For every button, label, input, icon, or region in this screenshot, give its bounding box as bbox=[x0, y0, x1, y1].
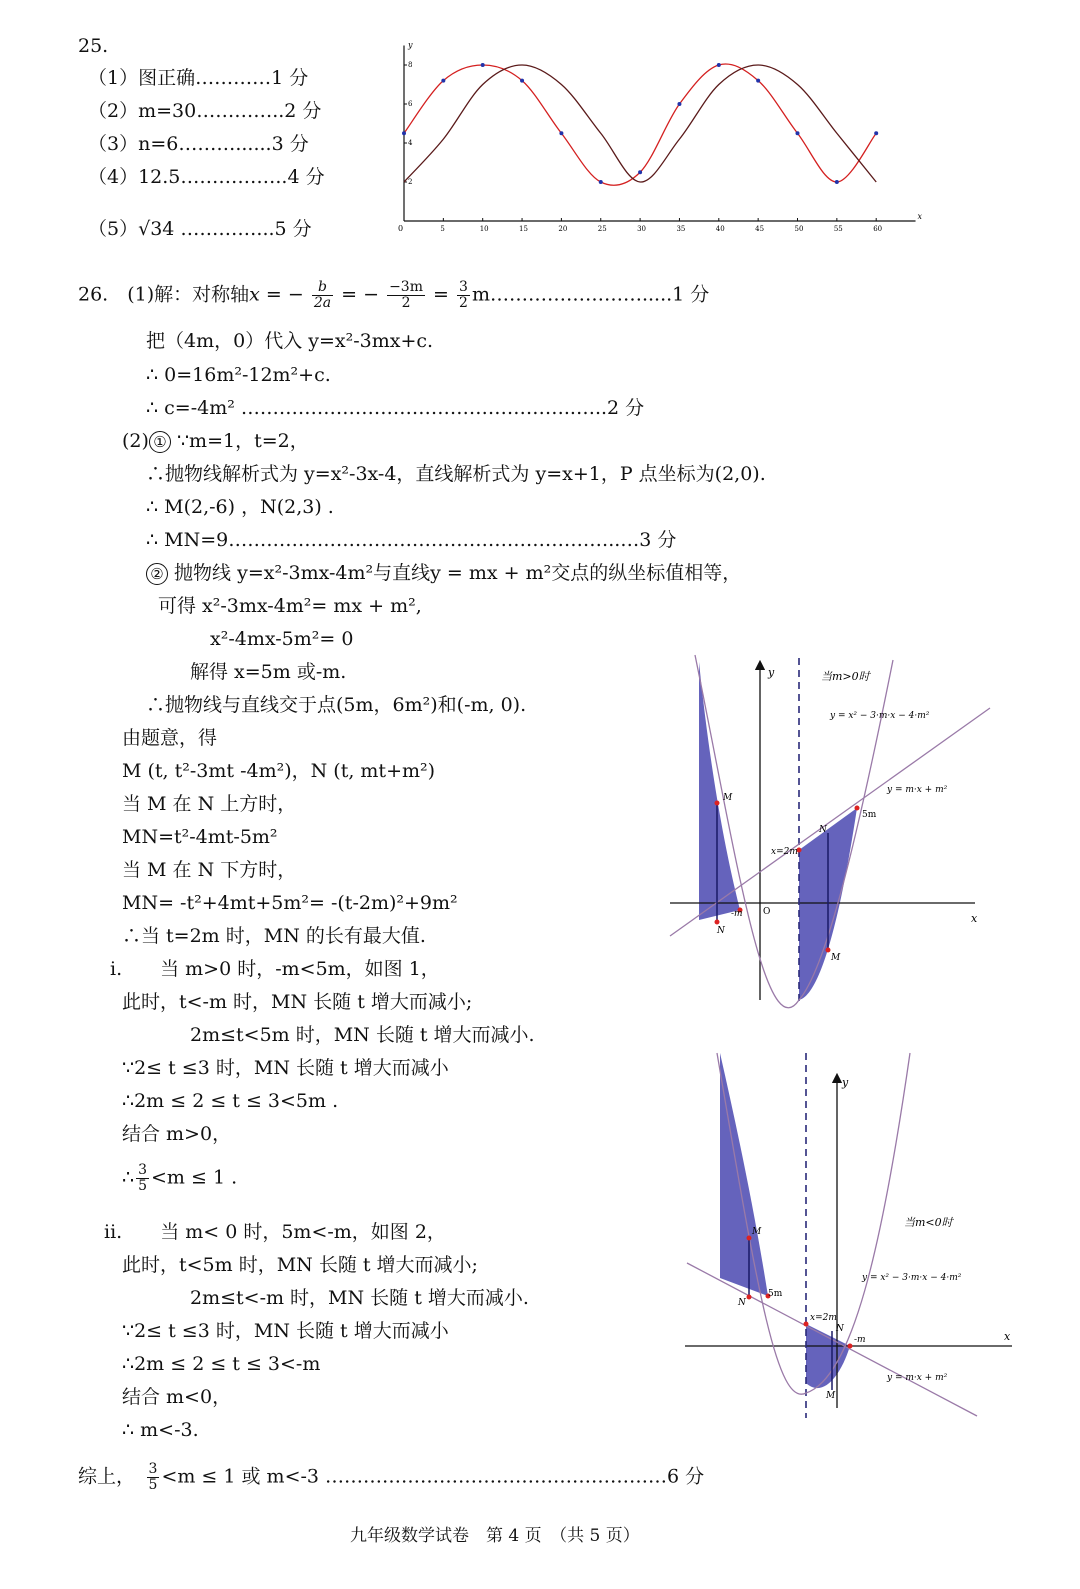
chart25-point-red bbox=[796, 131, 800, 135]
chart25-x-tick-label: 35 bbox=[676, 225, 686, 233]
q26-l8-text: 抛物线 y=x²-3mx-4m²与直线y = mx + m²交点的纵坐标值相等， bbox=[174, 562, 742, 584]
q26-l18: MN= -t²+4mt+5m²= -(t-2m)²+9m² bbox=[122, 892, 458, 914]
conclusion-label: 综上， bbox=[78, 1465, 126, 1488]
q26-l15: 当 M 在 N 上方时， bbox=[122, 793, 297, 815]
chart25-y-label: y bbox=[408, 40, 413, 50]
frac-3-den: 2 bbox=[459, 295, 468, 311]
fig1-point-m2 bbox=[826, 948, 831, 953]
frac-3m-den: 2 bbox=[401, 295, 411, 311]
frac-3-5-a bbox=[136, 1163, 149, 1194]
q26-score-1: m…………………….....1 分 bbox=[471, 283, 710, 306]
frac-3m-2 bbox=[387, 280, 425, 311]
q26-l32: 结合 m<0， bbox=[122, 1386, 232, 1408]
q25-chart bbox=[392, 26, 922, 236]
q25-item-4: （4）12.5……………..4 分 bbox=[88, 166, 325, 188]
fig1-origin: O bbox=[763, 907, 771, 917]
q26-l24: ∴2m ≤ 2 ≤ t ≤ 3<5m . bbox=[122, 1090, 339, 1112]
chart25-y-tick-label: 2 bbox=[408, 178, 413, 186]
chart25-x-tick-label: 25 bbox=[597, 225, 607, 233]
fig2-y-label: y bbox=[842, 1076, 849, 1089]
q26-l26-text: <m ≤ 1 . bbox=[151, 1166, 238, 1189]
chart25-point-red bbox=[638, 170, 642, 174]
chart25-x-tick-label: 40 bbox=[715, 225, 725, 233]
q26-l25: 结合 m>0， bbox=[122, 1123, 232, 1145]
chart25-x-tick-label: 60 bbox=[873, 225, 883, 233]
frac-3-num: 3 bbox=[459, 279, 468, 295]
frac-b-num: b bbox=[312, 280, 333, 296]
fig2-label-5m: 5m bbox=[768, 1289, 783, 1299]
fig2-title: 当m<0时 bbox=[904, 1216, 953, 1229]
page-footer: 九年级数学试卷 第 4 页 （共 5 页） bbox=[350, 1526, 640, 1546]
circle-2: ② bbox=[146, 563, 168, 585]
fig1-shade-left bbox=[699, 662, 740, 920]
q26-l8 bbox=[146, 561, 741, 585]
q25-item-1: （1）图正确…………1 分 bbox=[88, 67, 309, 89]
fig2-label-negm: -m bbox=[854, 1335, 866, 1345]
q26-l7: ∴ MN=9……………………………………………………..…3 分 bbox=[146, 529, 677, 551]
q26-conclusion bbox=[78, 1462, 704, 1493]
fig1-x-label: x bbox=[971, 912, 978, 925]
chart25-point-red bbox=[717, 63, 721, 67]
fig2-point-n1 bbox=[747, 1295, 752, 1300]
q26-l27: ii. 当 m< 0 时，5m<-m，如图 2， bbox=[104, 1221, 446, 1243]
circle-1: ① bbox=[149, 431, 171, 453]
q26-sym-eq: x = − bbox=[249, 283, 304, 306]
q26-l12: ∴抛物线与直线交于点(5m，6m²)和(-m, 0). bbox=[146, 694, 527, 716]
fig2-label-n1: N bbox=[738, 1298, 746, 1308]
chart25-point-red bbox=[756, 79, 760, 83]
chart25-y-tick-label: 8 bbox=[408, 61, 413, 69]
q26-l17: 当 M 在 N 下方时， bbox=[122, 859, 297, 881]
chart25-x-tick-label: 20 bbox=[558, 225, 568, 233]
chart25-x-tick-label: 10 bbox=[479, 225, 489, 233]
q26-eq3: = bbox=[433, 283, 449, 306]
fig1-point-n1 bbox=[715, 920, 720, 925]
fig1-parabola bbox=[695, 655, 893, 1008]
q26-l33: ∴ m<-3. bbox=[122, 1419, 199, 1441]
fig2-label-m1: M bbox=[752, 1227, 762, 1237]
fig1-y-label: y bbox=[768, 666, 775, 679]
fig1-label-x2m: x=2m bbox=[771, 847, 798, 857]
fig2-label-m2: M bbox=[826, 1391, 836, 1401]
q26-l13: 由题意，得 bbox=[122, 727, 218, 749]
chart25-point-red bbox=[835, 180, 839, 184]
q26-l23: ∵2≤ t ≤3 时，MN 长随 t 增大而减小 bbox=[122, 1057, 449, 1079]
q25-item-5: （5）√34 …………...5 分 bbox=[88, 218, 312, 240]
fig1-title: 当m>0时 bbox=[821, 670, 870, 683]
q26-l19: ∴当 t=2m 时，MN 的长有最大值. bbox=[122, 925, 426, 947]
frac-b-2a bbox=[312, 280, 333, 311]
chart25-point-red bbox=[441, 79, 445, 83]
fig2-point-m1 bbox=[747, 1236, 752, 1241]
chart25-y-tick-label: 4 bbox=[408, 139, 413, 147]
fig2-x-label: x bbox=[1004, 1330, 1011, 1343]
chart25-origin: 0 bbox=[398, 224, 404, 233]
q26-l31: ∴2m ≤ 2 ≤ t ≤ 3<-m bbox=[122, 1353, 321, 1375]
q26-l6: ∴ M(2,-6) ，N(2,3) . bbox=[146, 496, 334, 518]
q26-l4-text: ∵m=1，t=2， bbox=[176, 430, 309, 452]
chart25-x-tick-label: 15 bbox=[519, 225, 528, 233]
q26-l16: MN=t²-4mt-5m² bbox=[122, 826, 278, 848]
chart25-x-tick-label: 30 bbox=[637, 225, 647, 233]
chart25-point-red bbox=[520, 79, 524, 83]
chart25-point-red bbox=[481, 63, 485, 67]
q26-header: 26. (1)解：对称轴 bbox=[78, 283, 250, 306]
q26-l4 bbox=[122, 429, 309, 453]
q26-eq2: = − bbox=[341, 283, 380, 306]
fig2-label-x2m: x=2m bbox=[810, 1313, 837, 1323]
figure-1 bbox=[665, 650, 1005, 1010]
q26-l30: ∵2≤ t ≤3 时，MN 长随 t 增大而减小 bbox=[122, 1320, 449, 1342]
therefore-1: ∴ bbox=[122, 1166, 135, 1189]
conclusion-text: <m ≤ 1 或 m<-3 ………………………………………………6 分 bbox=[161, 1465, 705, 1488]
chart25-point-red bbox=[874, 131, 878, 135]
fig1-label-m1: M bbox=[723, 793, 733, 803]
q26-l26 bbox=[122, 1163, 237, 1194]
fig2-shade-left bbox=[720, 1053, 768, 1296]
fig1-point-m1 bbox=[715, 801, 720, 806]
fig1-line-label: y = m·x + m² bbox=[887, 785, 948, 795]
q26-part2-label: (2) bbox=[122, 430, 149, 452]
q26-l2: ∴ 0=16m²-12m²+c. bbox=[146, 364, 331, 386]
chart25-point-red bbox=[402, 131, 406, 135]
fig1-label-n1: N bbox=[717, 926, 725, 936]
q26-line-1 bbox=[78, 280, 709, 311]
q26-l1: 把（4m，0）代入 y=x²-3mx+c. bbox=[146, 330, 434, 352]
frac-35a-den: 5 bbox=[138, 1178, 148, 1194]
frac-b-den: 2a bbox=[313, 295, 332, 311]
frac-3m-num: −3m bbox=[389, 279, 423, 295]
fig2-point-x2m bbox=[804, 1322, 809, 1327]
frac-3-2 bbox=[457, 280, 470, 311]
frac-35b-num: 3 bbox=[148, 1461, 158, 1477]
q26-l22: 2m≤t<5m 时，MN 长随 t 增大而减小. bbox=[190, 1024, 535, 1046]
chart25-y-tick-label: 6 bbox=[408, 100, 413, 108]
q26-l10: x²-4mx-5m²= 0 bbox=[210, 628, 354, 650]
q26-l11: 解得 x=5m 或-m. bbox=[190, 661, 347, 683]
fig2-point-negm bbox=[848, 1344, 853, 1349]
q25-item-3: （3）n=6………......3 分 bbox=[88, 133, 309, 155]
fig1-label-5m: 5m bbox=[862, 810, 877, 820]
q25-item-2: （2）m=30…………..2 分 bbox=[88, 100, 322, 122]
chart25-point-red bbox=[559, 131, 563, 135]
fig1-parabola-label: y = x² − 3·m·x − 4·m² bbox=[830, 711, 930, 721]
q26-l9: 可得 x²-3mx-4m²= mx + m², bbox=[158, 595, 422, 617]
q26-l29: 2m≤t<-m 时，MN 长随 t 增大而减小. bbox=[190, 1287, 529, 1309]
fig2-label-n2: N bbox=[836, 1324, 844, 1334]
fig1-label-m2: M bbox=[831, 953, 841, 963]
frac-35a-num: 3 bbox=[138, 1162, 148, 1178]
q26-l21: 此时，t<-m 时，MN 长随 t 增大而减小; bbox=[122, 991, 473, 1013]
fig2-line-label: y = m·x + m² bbox=[887, 1373, 948, 1383]
frac-3-5-b bbox=[147, 1462, 160, 1493]
q26-l14: M (t, t²-3mt -4m²)，N (t, mt+m²) bbox=[122, 760, 436, 782]
fig1-label-n2: N bbox=[819, 825, 827, 835]
chart25-x-label: x bbox=[917, 212, 923, 221]
fig2-parabola-label: y = x² − 3·m·x − 4·m² bbox=[862, 1273, 962, 1283]
fig1-label-negm: -m bbox=[731, 909, 743, 919]
q26-l20: i. 当 m>0 时，-m<5m，如图 1， bbox=[110, 958, 440, 980]
chart25-point-red bbox=[599, 180, 603, 184]
chart25-series-red bbox=[404, 64, 876, 185]
chart25-x-tick-label: 50 bbox=[794, 225, 804, 233]
chart25-x-tick-label: 45 bbox=[755, 225, 765, 233]
q26-l28: 此时，t<5m 时，MN 长随 t 增大而减小; bbox=[122, 1254, 478, 1276]
chart25-point-red bbox=[677, 102, 681, 106]
chart25-x-tick-label: 55 bbox=[833, 225, 843, 233]
q26-l5: ∴抛物线解析式为 y=x²-3x-4，直线解析式为 y=x+1，P 点坐标为(2,0). bbox=[146, 463, 766, 485]
fig1-point-5m bbox=[855, 806, 860, 811]
q25-number: 25. bbox=[78, 35, 109, 57]
chart25-x-tick-label: 5 bbox=[440, 225, 445, 233]
chart25-series-black bbox=[404, 65, 876, 182]
figure-2 bbox=[682, 1048, 1022, 1428]
q26-l3: ∴ c=-4m² ……………………………………………..…..2 分 bbox=[146, 397, 645, 419]
frac-35b-den: 5 bbox=[148, 1477, 158, 1493]
